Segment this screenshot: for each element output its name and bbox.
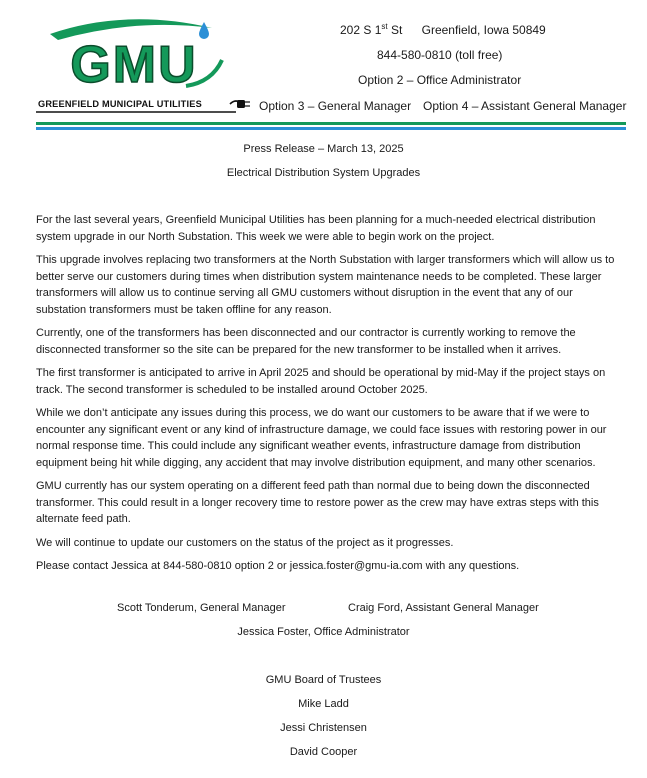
header-option-3: Option 3 – General Manager (259, 99, 412, 113)
paragraph-8: Please contact Jessica at 844-580-0810 option 2 or jessica.foster@gmu-ia.com with any questions. (36, 560, 520, 572)
address-street: 202 S 1 (340, 23, 382, 37)
press-release-body (36, 212, 616, 582)
board-member: David Cooper (289, 746, 358, 758)
header-option-4: Option 4 – Assistant General Manager (423, 99, 627, 113)
paragraph-7: We will continue to update our customers on the status of the project as it progresses. (36, 536, 454, 549)
logo-subtitle: GREENFIELD MUNICIPAL UTILITIES (38, 99, 202, 109)
paragraph-3: Currently, one of the transformers has been disconnected and our contractor is currently working to remove the disconnected transformer so the site can be prepared for the new transformer to be installed when it arrives. (36, 327, 576, 356)
paragraph-2: This upgrade involves replacing two transformers at the North Substation with larger transformers which will allow us to better serve our customers during times when distribution system maintenance needs to be completed. These larger transformers will allow us to continue serving all GMU customers without disruption in the event that any of our substation transformers must be taken offline for any reason. (36, 254, 615, 316)
paragraph-6: GMU currently has our system operating on a different feed path than normal due to being down the disconnected transformer. This could result in a longer recovery time to restore power as the crew may have extras steps with this alternate feed path. (36, 480, 599, 525)
paragraph-1: For the last several years, Greenfield Municipal Utilities has been planning for a much-needed electrical distribution system upgrade in our North Substation. This week we were able to begin work on the project. (36, 214, 596, 243)
header-address (340, 22, 546, 37)
water-drop-icon (199, 22, 209, 39)
header-option-2: Option 2 – Office Administrator (358, 73, 522, 87)
board-heading: GMU Board of Trustees (265, 674, 382, 686)
address-street-suffix: st (381, 22, 388, 31)
signature-office-administrator: Jessica Foster, Office Administrator (237, 626, 410, 638)
logo-text: GMU (70, 36, 198, 94)
address-street-end: St (387, 23, 403, 37)
paragraph-4: The first transformer is anticipated to arrive in April 2025 and should be operational by mid-May if the project stays on track. The second transformer is scheduled to be installed around October 2025. (36, 367, 606, 396)
address-city: Greenfield, Iowa 50849 (421, 23, 546, 37)
press-release-date: Press Release – March 13, 2025 (243, 143, 404, 155)
signature-assistant-general-manager: Craig Ford, Assistant General Manager (348, 602, 539, 614)
board-member: Jessi Christensen (280, 722, 367, 734)
signature-general-manager: Scott Tonderum, General Manager (117, 602, 286, 614)
press-release-title: Electrical Distribution System Upgrades (226, 167, 421, 179)
header-rule-green (36, 122, 626, 125)
header-rule-blue (36, 127, 626, 130)
board-member: Mike Ladd (298, 698, 349, 710)
header-phone: 844-580-0810 (toll free) (377, 48, 503, 62)
gmu-logo (36, 14, 252, 118)
paragraph-5: While we don’t anticipate any issues during this process, we do want our customers to be aware that if we were to encounter any significant event or any kind of infrastructure damage, we could face issues with restoring power in our normal response time. This could include any significant weather events, infrastructure damage from distribution equipment being hit while digging, any accident that may involve distribution equipment, and many other scenarios. (36, 407, 607, 469)
